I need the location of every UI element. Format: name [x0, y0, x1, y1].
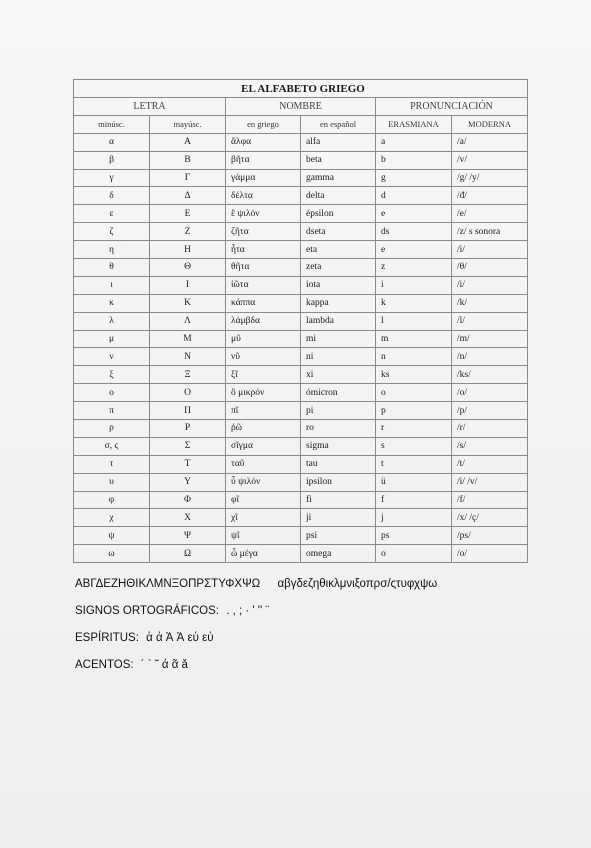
- nombre-griego-cell: μῦ: [226, 330, 301, 348]
- nombre-griego-cell: ζῆτα: [226, 223, 301, 241]
- mayuscula-cell: Ξ: [150, 366, 226, 384]
- erasmiana-cell: n: [376, 348, 452, 366]
- nombre-griego-cell: σῖγμα: [226, 437, 301, 455]
- table-row: [74, 545, 528, 563]
- table-row: [74, 420, 528, 438]
- erasmiana-cell: p: [376, 402, 452, 420]
- signos-label: SIGNOS ORTOGRÁFICOS:: [75, 605, 219, 617]
- nombre-griego-cell: ἄλφα: [226, 133, 301, 151]
- table-row: [74, 259, 528, 277]
- moderna-cell: /o/: [452, 384, 528, 402]
- minuscula-cell: ν: [74, 348, 150, 366]
- erasmiana-cell: r: [376, 420, 452, 438]
- moderna-cell: /t/: [452, 455, 528, 473]
- mayuscula-cell: Τ: [150, 455, 226, 473]
- acentos-label: ACENTOS:: [75, 659, 134, 671]
- moderna-cell: /z/ s sonora: [452, 223, 528, 241]
- moderna-cell: /x/ /ç/: [452, 509, 528, 527]
- minuscula-cell: μ: [74, 330, 150, 348]
- mayuscula-cell: Ρ: [150, 420, 226, 438]
- erasmiana-cell: l: [376, 312, 452, 330]
- erasmiana-cell: f: [376, 491, 452, 509]
- nombre-griego-cell: χῖ: [226, 509, 301, 527]
- nombre-espanol-cell: gamma: [301, 169, 376, 187]
- erasmiana-cell: ü: [376, 473, 452, 491]
- minuscula-cell: ρ: [74, 420, 150, 438]
- col-header-moderna: MODERNA: [452, 115, 528, 133]
- minuscula-cell: φ: [74, 491, 150, 509]
- nombre-griego-cell: ταῦ: [226, 455, 301, 473]
- mayuscula-cell: Ο: [150, 384, 226, 402]
- nombre-espanol-cell: delta: [301, 187, 376, 205]
- group-header-nombre: NOMBRE: [226, 98, 376, 116]
- nombre-griego-cell: ξῖ: [226, 366, 301, 384]
- moderna-cell: /i/: [452, 276, 528, 294]
- nombre-griego-cell: ὦ μέγα: [226, 545, 301, 563]
- nombre-griego-cell: νῦ: [226, 348, 301, 366]
- table-row: [74, 330, 528, 348]
- moderna-cell: /m/: [452, 330, 528, 348]
- moderna-cell: /θ/: [452, 259, 528, 277]
- nombre-griego-cell: βῆτα: [226, 151, 301, 169]
- nombre-espanol-cell: xi: [301, 366, 376, 384]
- moderna-cell: /v/: [452, 151, 528, 169]
- table-row: [74, 491, 528, 509]
- minuscula-cell: θ: [74, 259, 150, 277]
- lowercase-alphabet: αβγδεζηθικλμνιξοπρσ/ςτυφχψω: [277, 578, 438, 590]
- nombre-griego-cell: ὖ ψιλόν: [226, 473, 301, 491]
- nombre-espanol-cell: zeta: [301, 259, 376, 277]
- moderna-cell: /i/: [452, 241, 528, 259]
- mayuscula-cell: Η: [150, 241, 226, 259]
- erasmiana-cell: ks: [376, 366, 452, 384]
- erasmiana-cell: k: [376, 294, 452, 312]
- minuscula-cell: ω: [74, 545, 150, 563]
- moderna-cell: /l/: [452, 312, 528, 330]
- nombre-griego-cell: ἦτα: [226, 241, 301, 259]
- col-header-erasmiana: ERASMIANA: [376, 115, 452, 133]
- nombre-espanol-cell: ro: [301, 420, 376, 438]
- moderna-cell: /f/: [452, 491, 528, 509]
- nombre-espanol-cell: kappa: [301, 294, 376, 312]
- minuscula-cell: τ: [74, 455, 150, 473]
- mayuscula-cell: Ι: [150, 276, 226, 294]
- mayuscula-cell: Β: [150, 151, 226, 169]
- minuscula-cell: σ, ς: [74, 437, 150, 455]
- mayuscula-cell: Ζ: [150, 223, 226, 241]
- minuscula-cell: α: [74, 133, 150, 151]
- table-row: [74, 473, 528, 491]
- alphabet-line: [75, 578, 441, 590]
- mayuscula-cell: Χ: [150, 509, 226, 527]
- minuscula-cell: δ: [74, 187, 150, 205]
- nombre-griego-cell: θῆτα: [226, 259, 301, 277]
- moderna-cell: /p/: [452, 402, 528, 420]
- table-row: [74, 241, 528, 259]
- table-row: [74, 187, 528, 205]
- nombre-espanol-cell: eta: [301, 241, 376, 259]
- nombre-espanol-cell: lambda: [301, 312, 376, 330]
- erasmiana-cell: b: [376, 151, 452, 169]
- nombre-griego-cell: ῥῶ: [226, 420, 301, 438]
- acentos-value: ´ ` ˜ ά ᾶ ǎ: [140, 659, 188, 671]
- minuscula-cell: π: [74, 402, 150, 420]
- moderna-cell: /s/: [452, 437, 528, 455]
- table-row: [74, 151, 528, 169]
- erasmiana-cell: o: [376, 384, 452, 402]
- erasmiana-cell: t: [376, 455, 452, 473]
- table-row: [74, 294, 528, 312]
- nombre-espanol-cell: psi: [301, 527, 376, 545]
- minuscula-cell: κ: [74, 294, 150, 312]
- mayuscula-cell: Π: [150, 402, 226, 420]
- moderna-cell: /o/: [452, 545, 528, 563]
- mayuscula-cell: Ε: [150, 205, 226, 223]
- minuscula-cell: η: [74, 241, 150, 259]
- col-header-minusc: minúsc.: [74, 115, 150, 133]
- minuscula-cell: β: [74, 151, 150, 169]
- nombre-espanol-cell: ni: [301, 348, 376, 366]
- erasmiana-cell: g: [376, 169, 452, 187]
- nombre-griego-cell: πῖ: [226, 402, 301, 420]
- mayuscula-cell: Α: [150, 133, 226, 151]
- erasmiana-cell: e: [376, 205, 452, 223]
- espiritus-value: ἁ ἀ Ἁ Ἀ εὑ εὐ: [146, 632, 214, 644]
- erasmiana-cell: s: [376, 437, 452, 455]
- moderna-cell: /r/: [452, 420, 528, 438]
- nombre-griego-cell: ὂ μικρόν: [226, 384, 301, 402]
- mayuscula-cell: Φ: [150, 491, 226, 509]
- table-row: [74, 169, 528, 187]
- moderna-cell: /ps/: [452, 527, 528, 545]
- table-row: [74, 509, 528, 527]
- table-row: [74, 223, 528, 241]
- erasmiana-cell: d: [376, 187, 452, 205]
- table-title: EL ALFABETO GRIEGO: [74, 80, 528, 98]
- col-header-en-griego: en griego: [226, 115, 301, 133]
- moderna-cell: /k/: [452, 294, 528, 312]
- nombre-espanol-cell: sigma: [301, 437, 376, 455]
- nombre-espanol-cell: pi: [301, 402, 376, 420]
- greek-alphabet-table: [73, 79, 528, 563]
- table-row: [74, 455, 528, 473]
- moderna-cell: /i/ /v/: [452, 473, 528, 491]
- minuscula-cell: χ: [74, 509, 150, 527]
- espiritus-label: ESPÍRITUS:: [75, 632, 139, 644]
- table-body: [74, 133, 528, 562]
- table-row: [74, 348, 528, 366]
- moderna-cell: /ks/: [452, 366, 528, 384]
- nombre-espanol-cell: fi: [301, 491, 376, 509]
- mayuscula-cell: Μ: [150, 330, 226, 348]
- table-row: [74, 437, 528, 455]
- uppercase-alphabet: ΑΒΓΔΕΖΗΘΙΚΛΜΝΞΟΠΡΣΤΥΦΧΨΩ: [75, 578, 261, 590]
- table-row: [74, 527, 528, 545]
- erasmiana-cell: i: [376, 276, 452, 294]
- nombre-espanol-cell: alfa: [301, 133, 376, 151]
- nombre-espanol-cell: ómicron: [301, 384, 376, 402]
- minuscula-cell: ο: [74, 384, 150, 402]
- mayuscula-cell: Δ: [150, 187, 226, 205]
- mayuscula-cell: Ν: [150, 348, 226, 366]
- nombre-espanol-cell: ípsilon: [301, 473, 376, 491]
- minuscula-cell: ι: [74, 276, 150, 294]
- nombre-griego-cell: δέλτα: [226, 187, 301, 205]
- nombre-griego-cell: ἰῶτα: [226, 276, 301, 294]
- nombre-espanol-cell: omega: [301, 545, 376, 563]
- nombre-espanol-cell: dseta: [301, 223, 376, 241]
- nombre-griego-cell: φῖ: [226, 491, 301, 509]
- minuscula-cell: ψ: [74, 527, 150, 545]
- moderna-cell: /đ/: [452, 187, 528, 205]
- col-header-en-espanol: en español: [301, 115, 376, 133]
- erasmiana-cell: z: [376, 259, 452, 277]
- nombre-espanol-cell: ji: [301, 509, 376, 527]
- moderna-cell: /a/: [452, 133, 528, 151]
- signos-value: . , ; · ' '' ¨: [226, 605, 270, 617]
- table-row: [74, 366, 528, 384]
- nombre-espanol-cell: beta: [301, 151, 376, 169]
- table-row: [74, 312, 528, 330]
- mayuscula-cell: Λ: [150, 312, 226, 330]
- mayuscula-cell: Ω: [150, 545, 226, 563]
- erasmiana-cell: o: [376, 545, 452, 563]
- nombre-griego-cell: κάππα: [226, 294, 301, 312]
- erasmiana-cell: a: [376, 133, 452, 151]
- erasmiana-cell: e: [376, 241, 452, 259]
- mayuscula-cell: Σ: [150, 437, 226, 455]
- moderna-cell: /n/: [452, 348, 528, 366]
- erasmiana-cell: m: [376, 330, 452, 348]
- table-row: [74, 133, 528, 151]
- erasmiana-cell: ds: [376, 223, 452, 241]
- nombre-griego-cell: ψῖ: [226, 527, 301, 545]
- nombre-griego-cell: ἒ ψιλόν: [226, 205, 301, 223]
- moderna-cell: /g/ /y/: [452, 169, 528, 187]
- table-row: [74, 205, 528, 223]
- minuscula-cell: ε: [74, 205, 150, 223]
- minuscula-cell: λ: [74, 312, 150, 330]
- erasmiana-cell: j: [376, 509, 452, 527]
- nombre-espanol-cell: iota: [301, 276, 376, 294]
- mayuscula-cell: Θ: [150, 259, 226, 277]
- nombre-griego-cell: λάμβδα: [226, 312, 301, 330]
- table-row: [74, 402, 528, 420]
- minuscula-cell: ξ: [74, 366, 150, 384]
- mayuscula-cell: Υ: [150, 473, 226, 491]
- mayuscula-cell: Ψ: [150, 527, 226, 545]
- col-header-mayusc: mayúsc.: [150, 115, 226, 133]
- espiritus-line: [75, 632, 218, 644]
- minuscula-cell: γ: [74, 169, 150, 187]
- group-header-letra: LETRA: [74, 98, 226, 116]
- minuscula-cell: υ: [74, 473, 150, 491]
- table-row: [74, 384, 528, 402]
- signos-line: [75, 605, 273, 617]
- table-row: [74, 276, 528, 294]
- erasmiana-cell: ps: [376, 527, 452, 545]
- mayuscula-cell: Γ: [150, 169, 226, 187]
- nombre-espanol-cell: tau: [301, 455, 376, 473]
- nombre-espanol-cell: épsilon: [301, 205, 376, 223]
- moderna-cell: /e/: [452, 205, 528, 223]
- mayuscula-cell: Κ: [150, 294, 226, 312]
- nombre-espanol-cell: mi: [301, 330, 376, 348]
- acentos-line: [75, 659, 192, 671]
- group-header-pronunciacion: PRONUNCIACIÓN: [376, 98, 528, 116]
- nombre-griego-cell: γάμμα: [226, 169, 301, 187]
- minuscula-cell: ζ: [74, 223, 150, 241]
